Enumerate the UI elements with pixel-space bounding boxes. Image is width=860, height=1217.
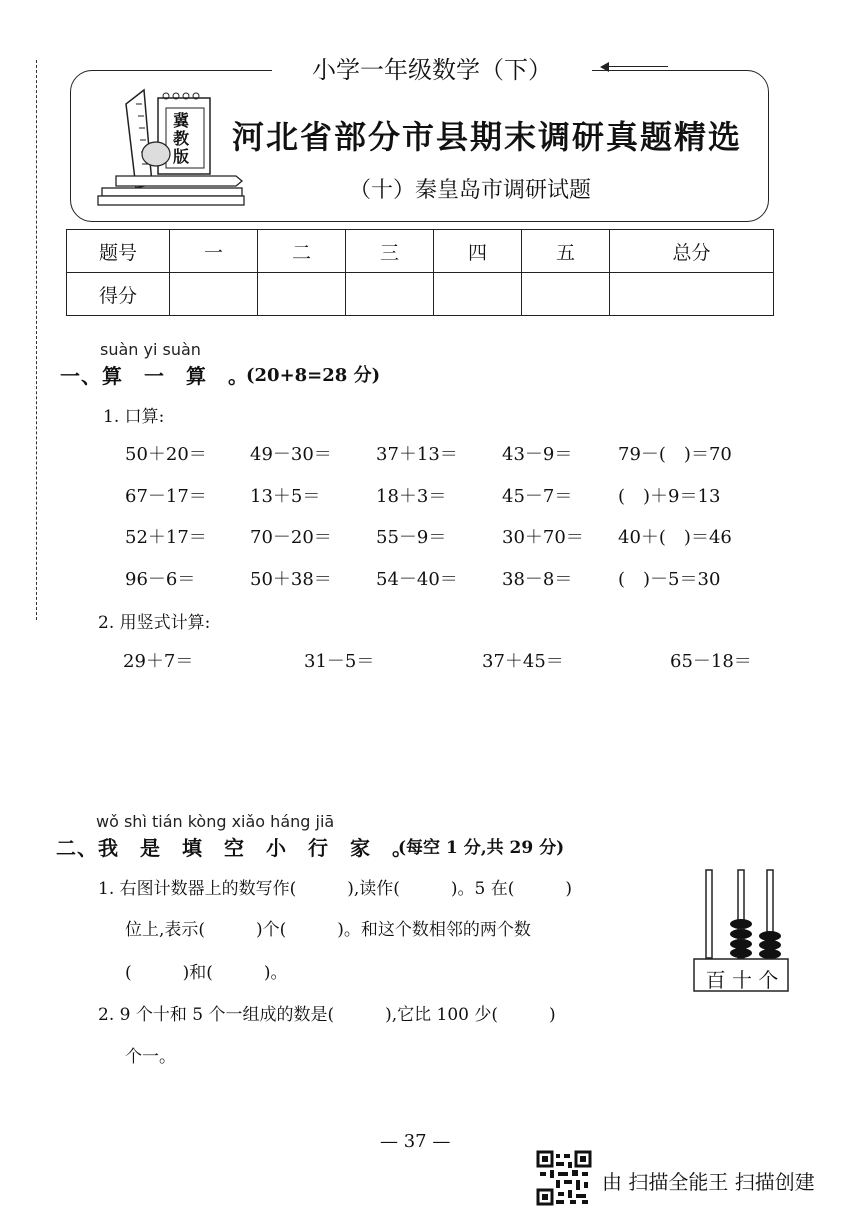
oral-item: ( )－5＝30 <box>618 569 721 590</box>
score-input-cell[interactable] <box>522 273 610 316</box>
score-input-cell[interactable] <box>610 273 774 316</box>
section2-points: (每空 1 分,共 29 分) <box>398 838 565 858</box>
oral-item: 96－6＝ <box>125 569 196 590</box>
section2-pinyin: wǒ shì tián kòng xiǎo háng jiā <box>96 812 335 831</box>
oral-item: 55－9＝ <box>376 527 447 548</box>
table-cell: 五 <box>522 230 610 273</box>
abacus-labels: 百 十 个 <box>705 968 779 992</box>
vertical-item: 37＋45＝ <box>482 651 564 672</box>
score-input-cell[interactable] <box>346 273 434 316</box>
oral-item: 30＋70＝ <box>502 527 584 548</box>
s2-q1-line3: ( )和( )。 <box>125 963 288 983</box>
section2-title: 二、我 是 填 空 小 行 家 。 <box>56 836 413 860</box>
series-title: 小学一年级数学（下） <box>272 52 592 88</box>
binding-dashed-line <box>36 60 37 620</box>
section1-title: 一、算 一 算 。 <box>60 364 249 388</box>
oral-item: 67－17＝ <box>125 486 207 507</box>
book-label: 冀教版 <box>172 111 189 166</box>
s2-q2-line2: 个一。 <box>125 1047 176 1067</box>
section1-points: (20+8=28 分) <box>246 365 381 386</box>
page-number: — 37 — <box>380 1131 451 1152</box>
oral-item: 13＋5＝ <box>250 486 321 507</box>
table-row <box>67 273 774 316</box>
table-cell: 三 <box>346 230 434 273</box>
score-input-cell[interactable] <box>258 273 346 316</box>
table-cell: 四 <box>434 230 522 273</box>
score-table <box>66 229 774 316</box>
q2-label: 2. 用竖式计算: <box>98 613 211 633</box>
oral-item: 43－9＝ <box>502 444 573 465</box>
arrow-left-icon <box>600 62 609 72</box>
table-cell: 得分 <box>67 273 170 316</box>
s2-q1-line2: 位上,表示( )个( )。和这个数相邻的两个数 <box>125 920 531 940</box>
oral-item: 38－8＝ <box>502 569 573 590</box>
table-cell: 总分 <box>610 230 774 273</box>
oral-item: 37＋13＝ <box>376 444 458 465</box>
vertical-item: 65－18＝ <box>670 651 752 672</box>
scanner-credit: 由 扫描全能王 扫描创建 <box>602 1170 815 1194</box>
table-cell: 题号 <box>67 230 170 273</box>
s2-q1-line1: 1. 右图计数器上的数写作( ),读作( )。5 在( ) <box>98 879 573 899</box>
oral-item: 45－7＝ <box>502 486 573 507</box>
oral-item: 50＋38＝ <box>250 569 332 590</box>
oral-item: 54－40＝ <box>376 569 458 590</box>
table-cell: 一 <box>170 230 258 273</box>
section1-pinyin: suàn yi suàn <box>100 340 201 359</box>
oral-item: 70－20＝ <box>250 527 332 548</box>
q1-label: 1. 口算: <box>103 407 165 427</box>
oral-item: 50＋20＝ <box>125 444 207 465</box>
oral-item: 18＋3＝ <box>376 486 447 507</box>
sub-title: （十）秦皇岛市调研试题 <box>348 178 591 203</box>
score-input-cell[interactable] <box>434 273 522 316</box>
qr-code-icon <box>536 1150 592 1206</box>
header-arrow-line <box>606 66 668 67</box>
table-row <box>67 230 774 273</box>
oral-item: 79－( )＝70 <box>618 444 732 465</box>
table-cell: 二 <box>258 230 346 273</box>
oral-item: ( )＋9＝13 <box>618 486 721 507</box>
oral-item: 49－30＝ <box>250 444 332 465</box>
vertical-item: 31－5＝ <box>304 651 375 672</box>
s2-q2-line1: 2. 9 个十和 5 个一组成的数是( ),它比 100 少( ) <box>98 1005 556 1025</box>
oral-item: 40＋( )＝46 <box>618 527 732 548</box>
main-title: 河北省部分市县期末调研真题精选 <box>231 118 742 156</box>
score-input-cell[interactable] <box>170 273 258 316</box>
oral-item: 52＋17＝ <box>125 527 207 548</box>
vertical-item: 29＋7＝ <box>123 651 194 672</box>
